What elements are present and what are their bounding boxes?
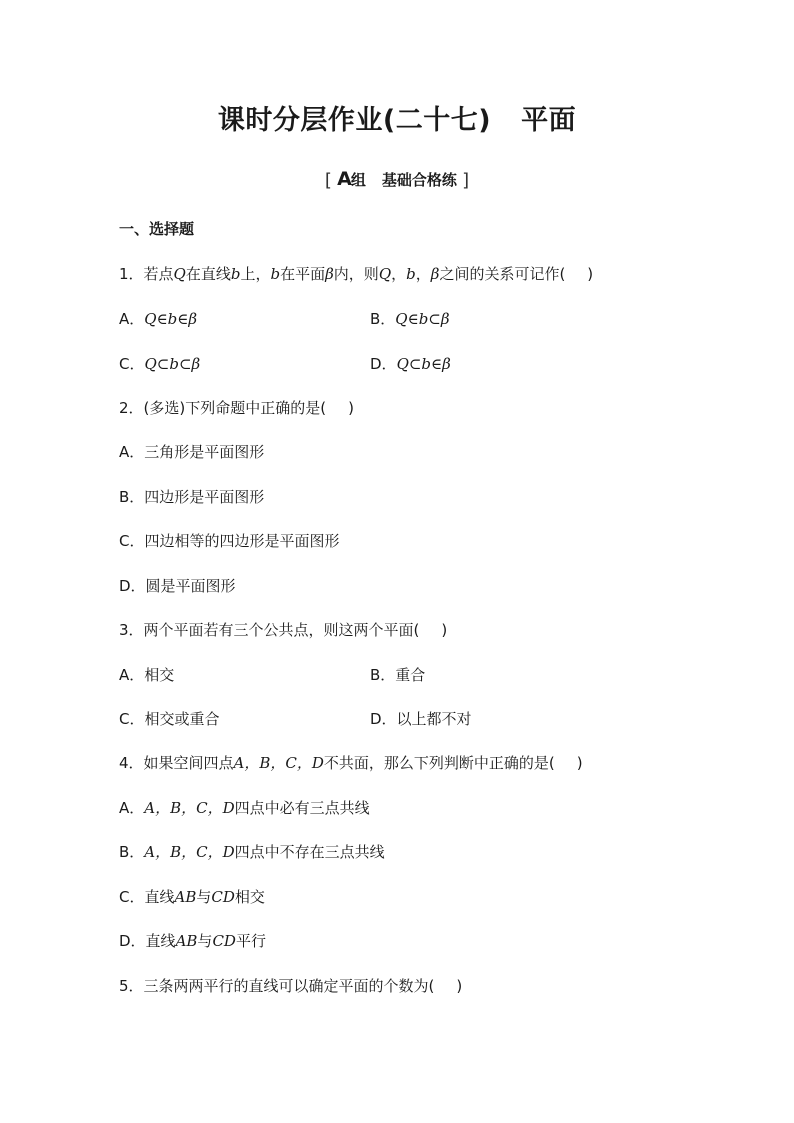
group-name: 基础合格练 [381, 171, 457, 189]
question-1-option-b: B．Q∈b⊂β [370, 310, 450, 328]
question-3-stem: 3．两个平面若有三个公共点，则这两个平面( ) [119, 621, 448, 639]
question-3-option-c: C．相交或重合 [119, 710, 220, 728]
section-heading: 一、选择题 [119, 220, 195, 238]
question-2-option-c: C．四边相等的四边形是平面图形 [119, 532, 340, 550]
question-3-option-a: A．相交 [119, 666, 175, 684]
group-letter: A [337, 168, 351, 190]
question-3-option-b: B．重合 [370, 666, 426, 684]
title-sub: 平面 [521, 105, 577, 136]
question-5-stem: 5．三条两两平行的直线可以确定平面的个数为( ) [119, 977, 463, 995]
group-bracket-close: ] [462, 170, 470, 191]
question-4-option-c: C．直线AB与CD相交 [119, 888, 265, 906]
group-header [0, 168, 794, 191]
question-3-option-d: D．以上都不对 [370, 710, 472, 728]
question-1-option-d: D．Q⊂b∈β [370, 355, 451, 373]
question-4-option-a: A．A，B，C，D四点中必有三点共线 [119, 799, 370, 817]
question-4-stem: 4．如果空间四点A，B，C，D不共面，那么下列判断中正确的是( ) [119, 754, 583, 772]
title-main: 课时分层作业(二十七) [217, 105, 492, 136]
question-1-option-c: C．Q⊂b⊂β [119, 355, 201, 373]
question-4-option-d: D．直线AB与CD平行 [119, 932, 266, 950]
group-bracket-open: [ [324, 170, 332, 191]
question-1-stem: 1．若点Q在直线b上，b在平面β内，则Q，b，β之间的关系可记作( ) [119, 265, 594, 283]
question-2-option-a: A．三角形是平面图形 [119, 443, 265, 461]
question-4-option-b: B．A，B，C，D四点中不存在三点共线 [119, 843, 385, 861]
question-2-option-b: B．四边形是平面图形 [119, 488, 265, 506]
question-1-option-a: A．Q∈b∈β [119, 310, 198, 328]
group-word: 组 [350, 171, 366, 189]
question-2-option-d: D．圆是平面图形 [119, 577, 236, 595]
question-2-stem: 2．(多选)下列命题中正确的是( ) [119, 399, 354, 417]
page-title [0, 98, 794, 137]
